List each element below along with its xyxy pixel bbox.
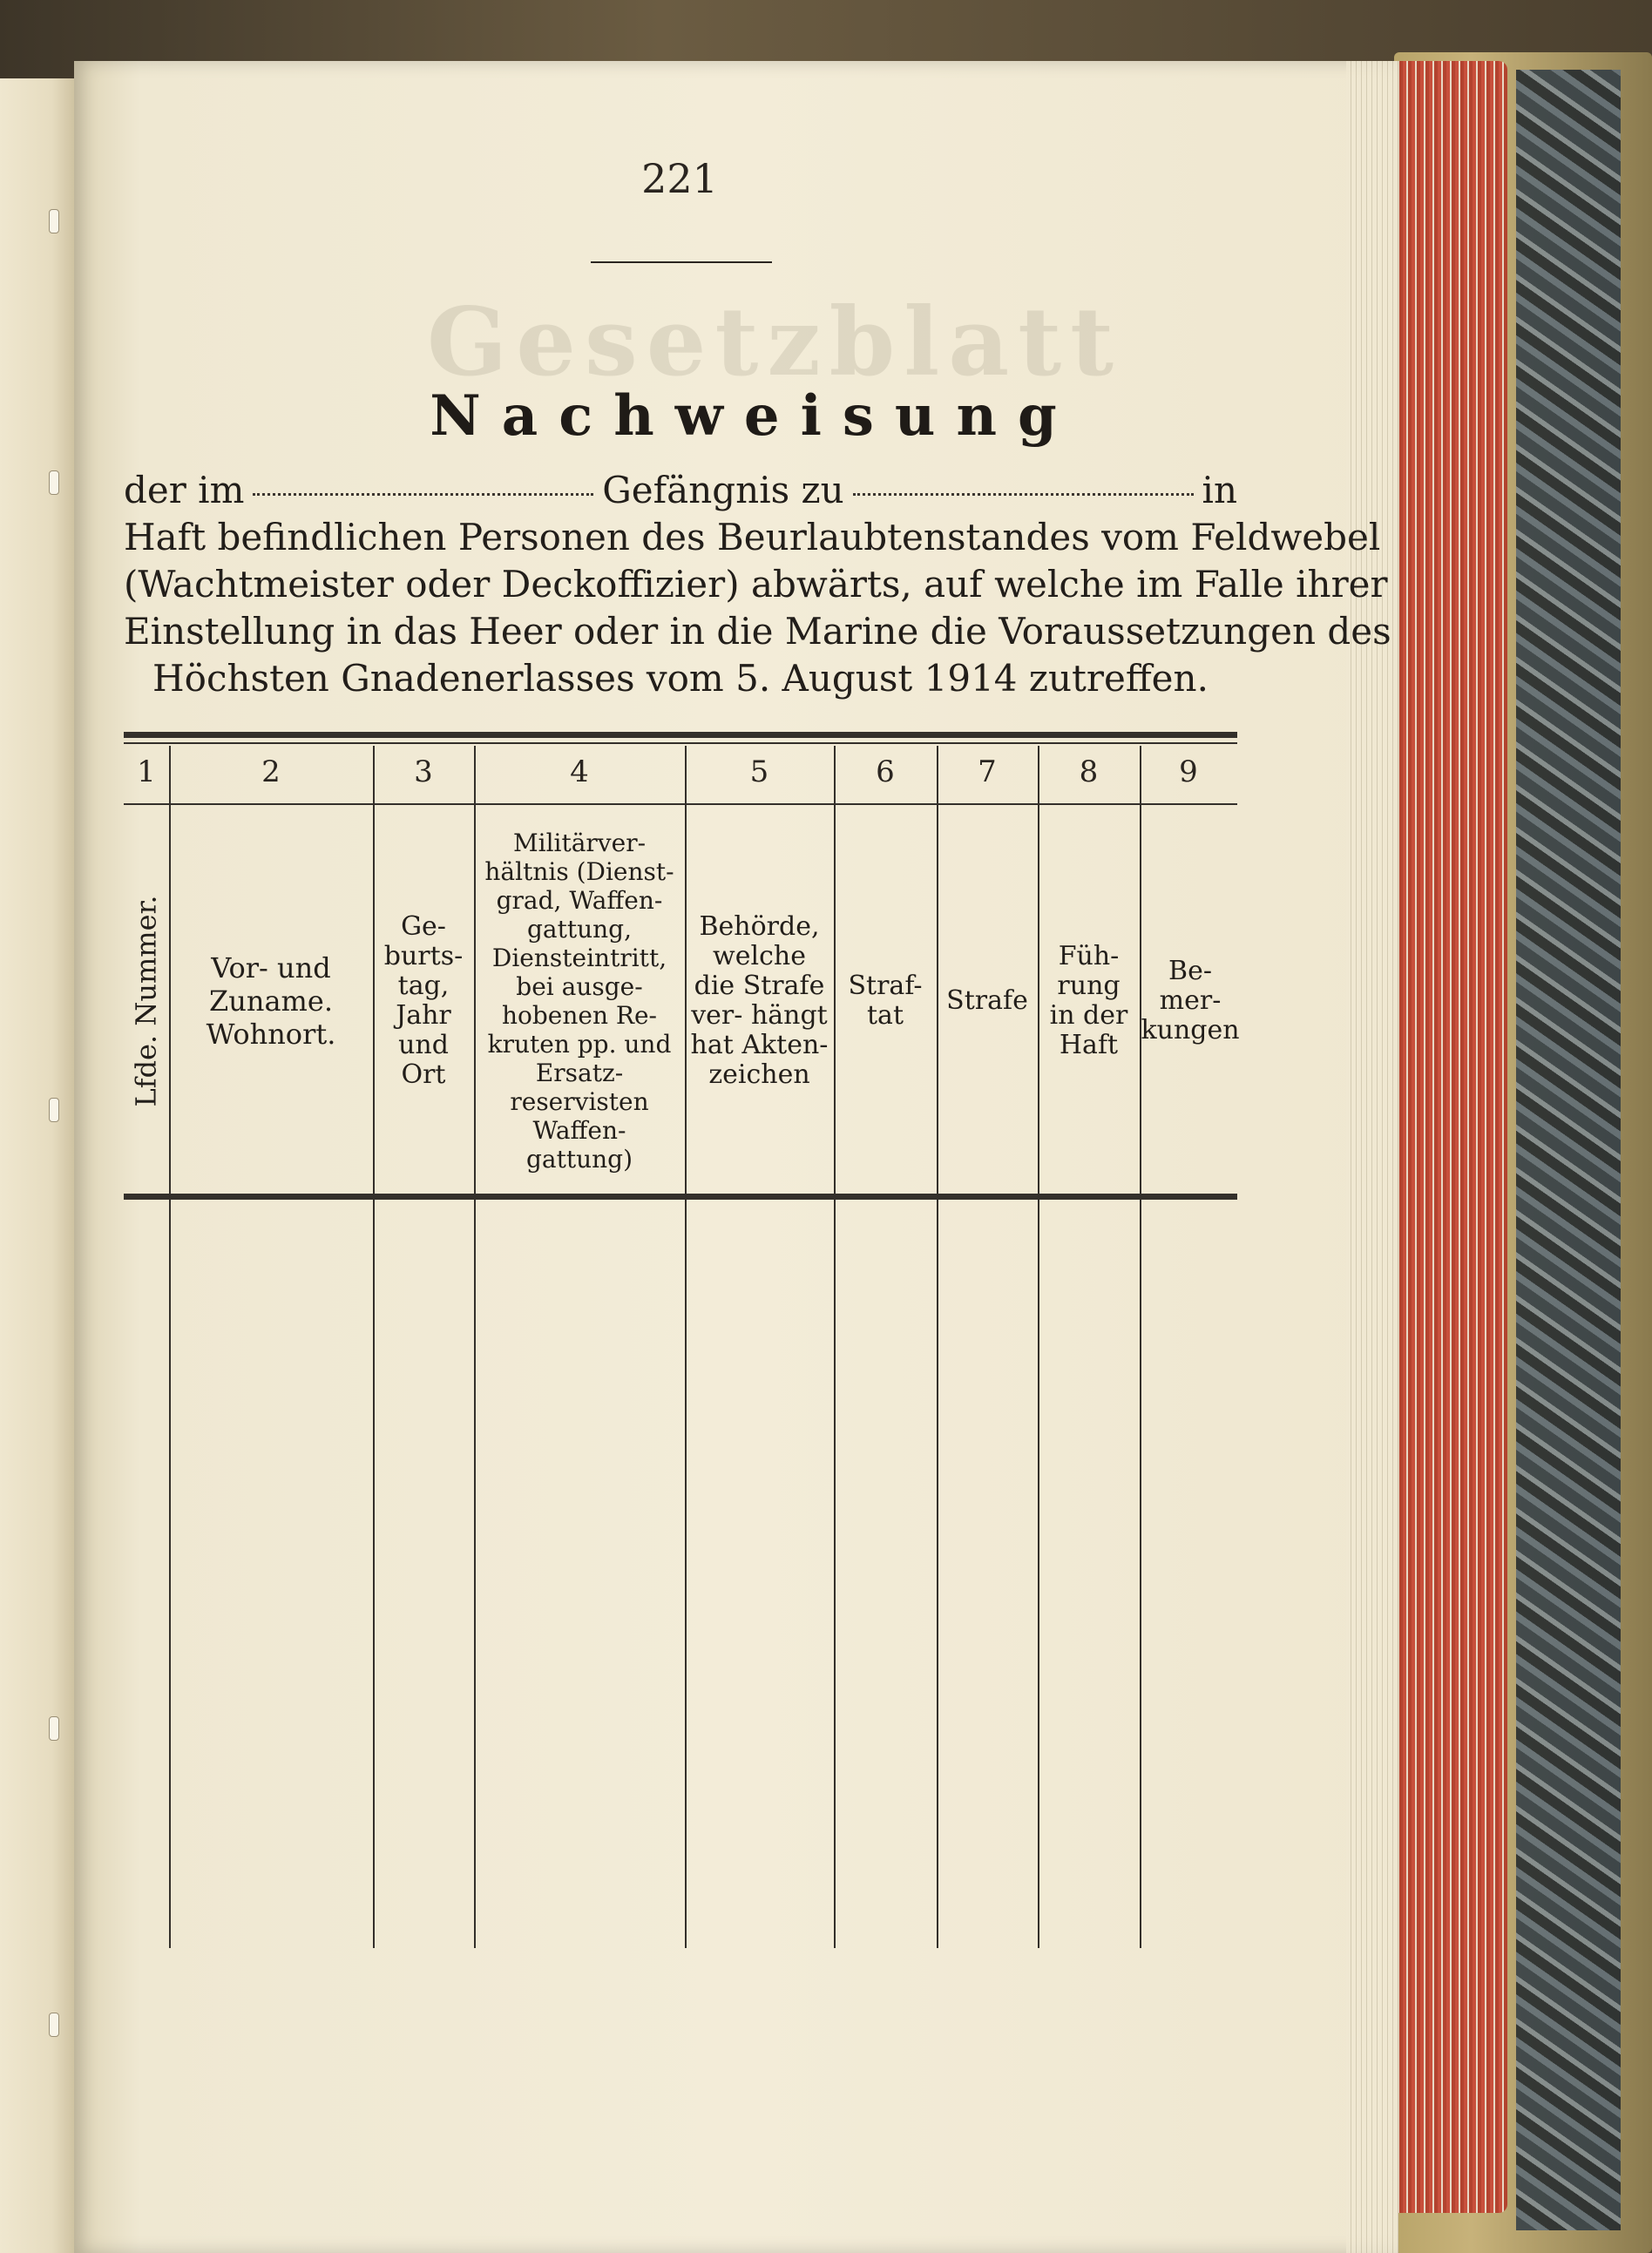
binding-stitch <box>49 2013 59 2037</box>
page-edge-lines <box>1346 61 1398 2253</box>
intro-text <box>124 467 1391 702</box>
table-top-rule-thin <box>124 742 1237 744</box>
column-number: 5 <box>749 754 769 789</box>
column-number: 3 <box>414 754 433 789</box>
page-number-rule <box>591 261 772 263</box>
binding-stitch <box>49 1716 59 1741</box>
show-through-heading: Gesetzblatt <box>427 288 1122 397</box>
column-divider <box>834 746 836 1948</box>
intro-text-5: Höchsten Gnadenerlasses vom 5. August 1914 zutreffen. <box>152 657 1209 700</box>
intro-line-5 <box>124 655 1237 702</box>
column-number: 6 <box>876 754 895 789</box>
header-cell-straftat <box>839 814 931 1188</box>
column-divider <box>474 746 476 1948</box>
marbled-board <box>1516 70 1621 2230</box>
intro-text-3: (Wachtmeister oder Deckoffizier) abwärts, auf welche im Falle ihrer <box>124 563 1388 606</box>
header-straftat: Straf- tat <box>848 971 923 1031</box>
header-cell-behoerde <box>690 814 829 1188</box>
intro-text-4: Einstellung in das Heer oder in die Marine die Voraussetzungen des <box>124 610 1391 653</box>
left-page-edge <box>0 78 74 2253</box>
column-number: 4 <box>570 754 589 789</box>
intro-line-4 <box>124 608 1391 655</box>
header-bottom-rule <box>124 1194 1237 1200</box>
document-title: Nachweisung <box>430 383 1078 449</box>
column-number: 7 <box>978 754 997 789</box>
column-number-rule <box>124 803 1237 805</box>
column-divider <box>937 746 938 1948</box>
binding-stitch <box>49 1098 59 1122</box>
intro-line-1 <box>124 467 1237 514</box>
blank-field-prison <box>253 493 593 496</box>
column-number: 1 <box>137 754 156 789</box>
column-number: 2 <box>261 754 281 789</box>
column-divider <box>169 746 171 1948</box>
intro-der-im: der im <box>124 469 245 511</box>
header-cell-bemerkungen <box>1141 814 1240 1188</box>
header-cell-militaerverhaeltnis <box>479 814 680 1188</box>
column-number: 8 <box>1079 754 1099 789</box>
header-lfde-nummer: Lfde. Nummer. <box>130 895 164 1107</box>
column-divider <box>1038 746 1039 1948</box>
intro-text-2: Haft befindlichen Personen des Beurlaubtenstandes vom Feldwebel <box>124 516 1381 558</box>
header-name: Vor- und Zuname. Wohnort. <box>206 951 336 1051</box>
column-divider <box>1140 746 1141 1948</box>
header-strafe: Strafe <box>946 985 1028 1016</box>
binding-stitch <box>49 209 59 233</box>
header-fuehrung: Füh- rung in der Haft <box>1049 941 1128 1060</box>
header-militaerverhaeltnis: Militärver- hältnis (Dienst- grad, Waffen- gattung, Diensteintritt, bei ausge- hobenen Re- kruten pp. und Ersatz- reservisten Waffen- gattung) <box>484 829 674 1174</box>
intro-line-3 <box>124 561 1388 608</box>
binding-stitch <box>49 470 59 495</box>
header-behoerde: Behörde, welche die Strafe ver- hängt hat Akten- zeichen <box>690 911 829 1090</box>
header-bemerkungen: Be- mer- kungen <box>1141 956 1240 1045</box>
intro-line-2 <box>124 514 1381 561</box>
header-cell-name <box>178 814 364 1188</box>
header-cell-lfde-nummer <box>124 814 169 1188</box>
header-geburtstag: Ge- burts- tag, Jahr und Ort <box>383 911 464 1090</box>
page-number: 221 <box>641 155 718 202</box>
page-edges <box>1394 61 1507 2213</box>
header-cell-strafe <box>942 814 1032 1188</box>
header-cell-fuehrung <box>1043 814 1134 1188</box>
column-divider <box>685 746 687 1948</box>
intro-in: in <box>1202 469 1238 511</box>
blank-field-place <box>853 493 1194 496</box>
table-top-rule <box>124 732 1237 738</box>
column-number: 9 <box>1179 754 1198 789</box>
intro-gefaengnis-zu: Gefängnis zu <box>602 469 844 511</box>
header-cell-geburtstag <box>378 814 469 1188</box>
column-divider <box>373 746 375 1948</box>
